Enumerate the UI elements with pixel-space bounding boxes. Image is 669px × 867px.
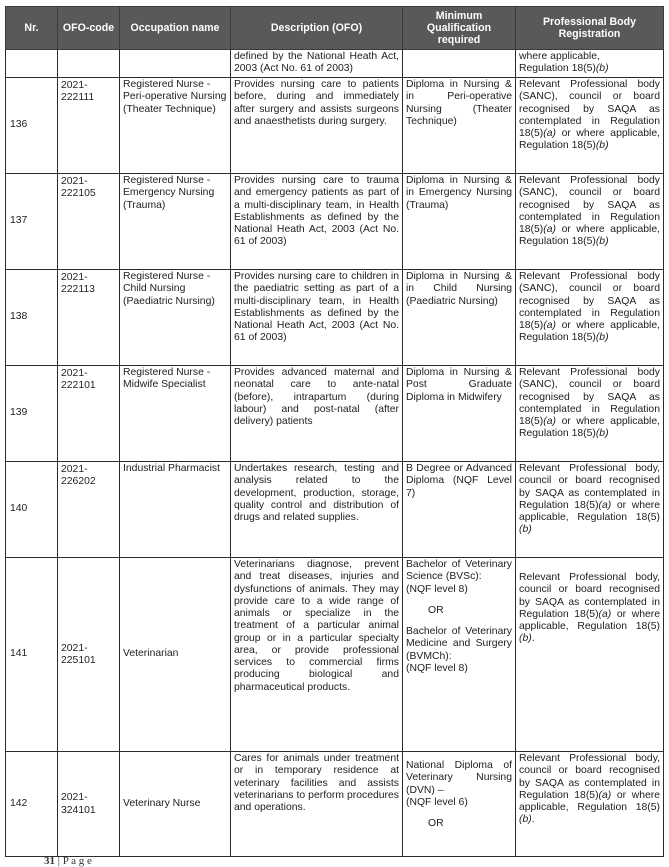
cell-ofo: 2021- 225101 [58,558,120,752]
table-row [6,174,664,270]
cell-nr: 139 [6,366,58,462]
cell-qualification: Diploma in Nursing & Post Graduate Diploma in Midwifery [403,366,516,462]
cell-ofo: 2021- 226202 [58,462,120,558]
cell-registration: Relevant Professional body (SANC), council or board recognised by SAQA as contemplated in Regulation 18(5)(a) or where applicable, Regulation 18(5)(b) [516,78,664,174]
cell-registration: Relevant Professional body (SANC), council or board recognised by SAQA as contemplated in Regulation 18(5)(a) or where applicable, Regulation 18(5)(b) [516,174,664,270]
cell-occupation: Veterinarian [120,558,231,752]
table-row [6,78,664,174]
cell-registration: where applicable, Regulation 18(5)(b) [516,50,664,78]
cell-nr: 141 [6,558,58,752]
cell-nr: 138 [6,270,58,366]
cell-nr: 137 [6,174,58,270]
cell-qualification: Diploma in Nursing & in Child Nursing (Paediatric Nursing) [403,270,516,366]
header-occupation: Occupation name [120,7,231,50]
page-footer [44,855,92,867]
cell-ofo: 2021- 222111 [58,78,120,174]
cell-ofo: 2021- 222113 [58,270,120,366]
table-row [6,462,664,558]
cell-registration: Relevant Professional body, council or board recognised by SAQA as contemplated in Regulation 18(5)(a) or where applicable, Regulation 18(5)(b) [516,462,664,558]
page-number: 31 [44,855,55,867]
cell-qualification: B Degree or Advanced Diploma (NQF Level 7) [403,462,516,558]
header-description: Description (OFO) [231,7,403,50]
footer-page-label: P a g e [62,855,92,867]
header-nr: Nr. [6,7,58,50]
cell-description: Veterinarians diagnose, prevent and treat diseases, injuries and dysfunctions of animals. They may provide care to a wide range of animals or specialize in the treatment of a particular animal group or in a particular specialty area, or provide professional services to commercial firms producing biological and pharmaceutical products. [231,558,403,752]
cell-description: Cares for animals under treatment or in temporary residence at veterinary facilities and assists veterinarians to perform procedures and operations. [231,752,403,857]
table-row [6,270,664,366]
cell-description: defined by the National Heath Act, 2003 (Act No. 61 of 2003) [231,50,403,78]
cell-occupation: Veterinary Nurse [120,752,231,857]
cell-qualification: National Diploma of Veterinary Nursing (DVN) – (NQF level 6) OR [403,752,516,857]
cell-ofo [58,50,120,78]
table-row [6,366,664,462]
cell-nr: 136 [6,78,58,174]
cell-description: Provides nursing care to trauma and emergency patients as part of a multi-disciplinary team, in Health Establishments as defined by the National Heath Act, 2003 (Act No. 61 of 2003) [231,174,403,270]
cell-ofo: 2021- 222105 [58,174,120,270]
cell-nr: 140 [6,462,58,558]
footer-separator: | [55,855,63,867]
cell-nr: 142 [6,752,58,857]
cell-occupation: Registered Nurse - Midwife Specialist [120,366,231,462]
header-registration: Professional Body Registration [516,7,664,50]
header-qualification: Minimum Qualification required [403,7,516,50]
cell-registration: Relevant Professional body (SANC), council or board recognised by SAQA as contemplated in Regulation 18(5)(a) or where applicable, Regulation 18(5)(b) [516,366,664,462]
cell-ofo: 2021- 222101 [58,366,120,462]
cell-occupation: Industrial Pharmacist [120,462,231,558]
cell-qualification: Diploma in Nursing & in Emergency Nursing (Trauma) [403,174,516,270]
cell-description: Provides nursing care to children in the paediatric setting as part of a multi-disciplinary team, in Health Establishments as defined by the National Heath Act, 2003 (Act No. 61 of 2003) [231,270,403,366]
cell-registration: Relevant Professional body (SANC), council or board recognised by SAQA as contemplated in Regulation 18(5)(a) or where applicable, Regulation 18(5)(b) [516,270,664,366]
cell-ofo: 2021- 324101 [58,752,120,857]
cell-description: Undertakes research, testing and analysis related to the development, production, storage, quality control and distribution of drugs and related supplies. [231,462,403,558]
cell-occupation: Registered Nurse - Child Nursing (Paediatric Nursing) [120,270,231,366]
table-row-continued [6,50,664,78]
cell-description: Provides nursing care to patients before, during and immediately after surgery and assists surgeons and anaesthetists during surgery. [231,78,403,174]
cell-registration: Relevant Professional body, council or board recognised by SAQA as contemplated in Regulation 18(5)(a) or where applicable, Regulation 18(5)(b). [516,752,664,857]
table-header-row [6,7,664,50]
cell-occupation: Registered Nurse - Peri-operative Nursing (Theater Technique) [120,78,231,174]
cell-qualification: Diploma in Nursing & in Peri-operative Nursing (Theater Technique) [403,78,516,174]
cell-occupation: Registered Nurse - Emergency Nursing (Trauma) [120,174,231,270]
cell-qualification [403,50,516,78]
occupations-table [5,6,664,857]
cell-nr [6,50,58,78]
cell-registration: Relevant Professional body, council or board recognised by SAQA as contemplated in Regulation 18(5)(a) or where applicable, Regulation 18(5)(b). [516,558,664,752]
table-row [6,752,664,857]
header-ofo-code: OFO-code [58,7,120,50]
cell-occupation [120,50,231,78]
cell-qualification: Bachelor of Veterinary Science (BVSc): (NQF level 8) OR Bachelor of Veterinary Medicine and Surgery (BVMCh): (NQF level 8) [403,558,516,752]
cell-description: Provides advanced maternal and neonatal care to ante-natal (before), intrapartum (during labour) and post-natal (after delivery) patients [231,366,403,462]
table-row [6,558,664,752]
